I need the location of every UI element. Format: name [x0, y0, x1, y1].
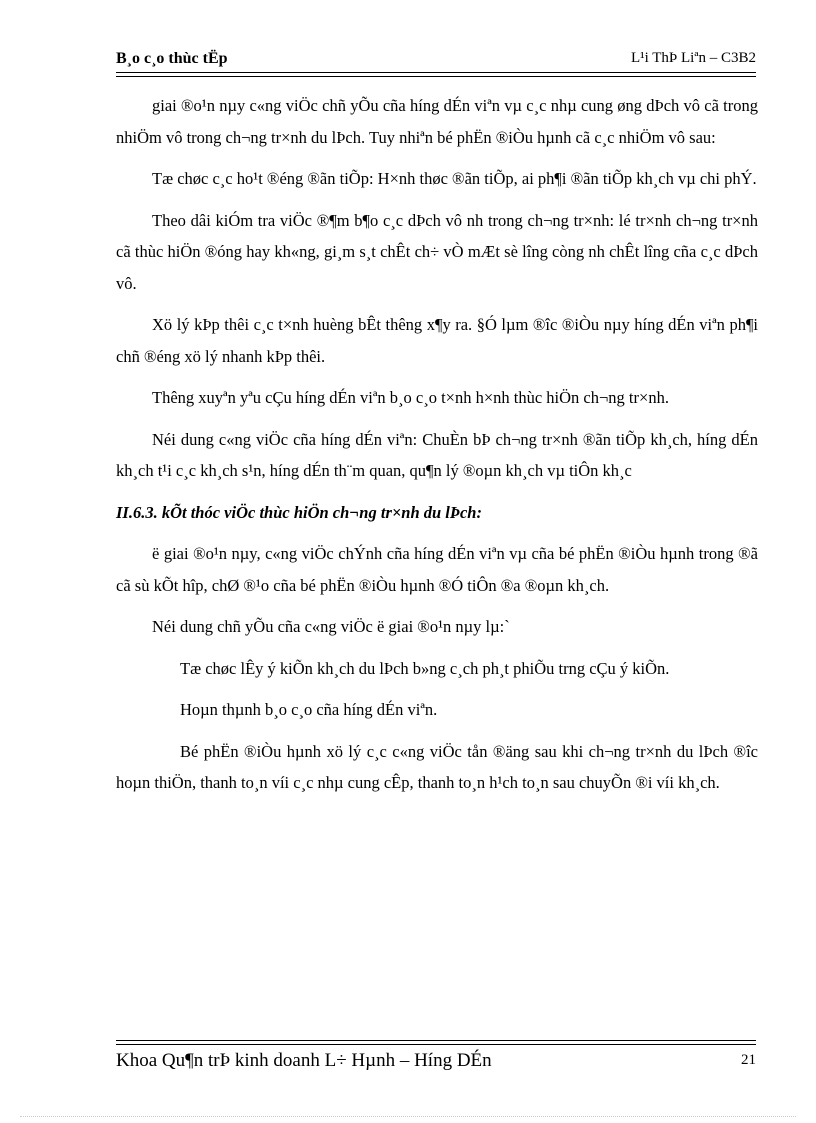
paragraph: ë giai ®o¹n nµy, c«ng viÖc chÝnh cña híng dÉn viªn vµ cña bé phËn ®iÒu hµnh trong ®ã cã sù kÕt hîp, chØ ®¹o cña bé phËn ®iÒu hµnh ®Ó tiÔn ®a ®oµn kh¸ch. [116, 544, 758, 595]
page-body [116, 90, 758, 809]
sub-paragraph: Bé phËn ®iÒu hµnh xö lý c¸c c«ng viÖc tån ®äng sau khi ch¬ng tr×nh du lÞch ®îc hoµn thiÖn, thanh to¸n víi c¸c nhµ cung cÊp, thanh to¸n h¹ch to¸n sau chuyÕn ®i víi kh¸ch. [116, 741, 758, 792]
section-heading: II.6.3. kÕt thóc viÖc thùc hiÖn ch¬ng tr×nh du lÞch: [116, 502, 482, 522]
page-header [116, 48, 756, 72]
paragraph: Theo dâi kiÓm tra viÖc ®¶m b¶o c¸c dÞch vô nh trong ch¬ng tr×nh: lé tr×nh ch¬ng tr×nh cã thùc hiÖn ®óng hay kh«ng, gi¸m s¸t chÊt ch÷ vÒ mÆt sè lîng còng nh chÊt lîng cña c¸c dÞch vô. [116, 210, 758, 293]
page-number: 21 [741, 1052, 756, 1068]
paragraph: Xö lý kÞp thêi c¸c t×nh huèng bÊt thêng x¶y ra. §Ó lµm ®îc ®iÒu nµy híng dÉn viªn ph¶i chñ ®éng xö lý nhanh kÞp thêi. [116, 315, 758, 366]
paragraph: Néi dung chñ yÕu cña c«ng viÖc ë giai ®o¹n nµy lµ:` [152, 617, 510, 636]
sub-paragraph: Tæ chøc lÊy ý kiÕn kh¸ch du lÞch b»ng c¸ch ph¸t phiÕu trng cÇu ý kiÕn. [180, 658, 670, 678]
sub-paragraph: Hoµn thµnh b¸o c¸o cña híng dÉn viªn. [180, 700, 438, 719]
paragraph: Tæ chøc c¸c ho¹t ®éng ®ãn tiÕp: H×nh thøc ®ãn tiÕp, ai ph¶i ®ãn tiÕp kh¸ch vµ chi phÝ. [152, 169, 757, 188]
header-divider [116, 72, 756, 77]
paragraph: Thêng xuyªn yªu cÇu híng dÉn viªn b¸o c¸o t×nh h×nh thùc hiÖn ch¬ng tr×nh. [152, 388, 669, 407]
page-edge [20, 1116, 796, 1117]
report-title: B¸o c¸o thùc tËp [116, 50, 228, 67]
author-class: L¹i ThÞ Liªn – C3B2 [630, 50, 756, 66]
page-footer [116, 1050, 756, 1080]
paragraph: Néi dung c«ng viÖc cña híng dÉn viªn: ChuÈn bÞ ch¬ng tr×nh ®ãn tiÕp kh¸ch, híng dÉn kh¸ch t¹i c¸c kh¸ch s¹n, híng dÉn th¨m quan, qu¶n lý ®oµn kh¸ch vµ tiÔn kh¸c [116, 429, 758, 480]
faculty-name: Khoa Qu¶n trÞ kinh doanh L÷ Hµnh – Híng DÉn [116, 1050, 492, 1071]
footer-divider [116, 1040, 756, 1045]
paragraph: giai ®o¹n nµy c«ng viÖc chñ yÕu cña híng dÉn viªn vµ c¸c nhµ cung øng dÞch vô cã trong nhiÖm vô trong ch¬ng tr×nh du lÞch. Tuy nhiªn bé phËn ®iÒu hµnh cã c¸c nhiÖm vô sau: [116, 96, 758, 147]
